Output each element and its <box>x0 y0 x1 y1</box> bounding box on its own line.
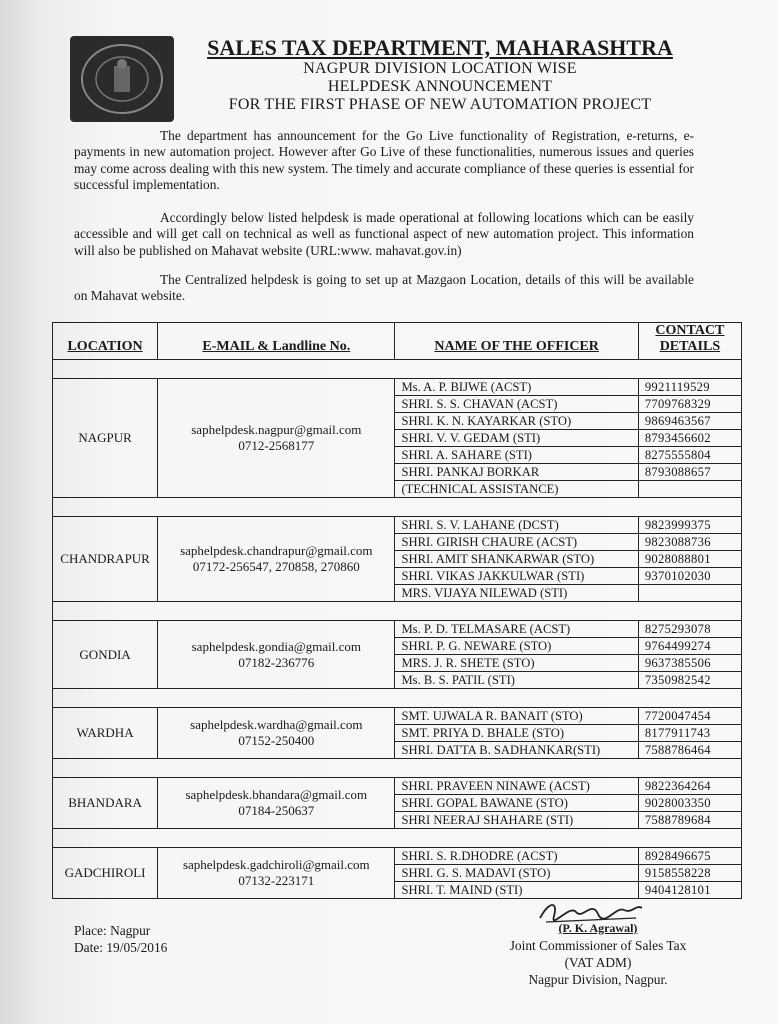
contact-number-cell: 9822364264 <box>638 778 741 795</box>
location-cell: BHANDARA <box>53 778 158 829</box>
header-contact: CONTACT DETAILS <box>638 323 741 360</box>
department-seal-icon <box>70 36 174 122</box>
contact-number-cell <box>638 481 741 498</box>
helpdesk-email: saphelpdesk.chandrapur@gmail.com <box>180 543 373 558</box>
officer-name-cell: SHRI. T. MAIND (STI) <box>395 882 638 899</box>
contact-number-cell: 8275555804 <box>638 447 741 464</box>
contact-number-cell: 7588789684 <box>638 812 741 829</box>
officer-name-cell: SHRI. DATTA B. SADHANKAR(STI) <box>395 742 638 759</box>
officer-name-cell: SHRI. G. S. MADAVI (STO) <box>395 865 638 882</box>
contact-number-cell: 7709768329 <box>638 396 741 413</box>
helpdesk-email: saphelpdesk.bhandara@gmail.com <box>185 787 368 802</box>
location-cell: NAGPUR <box>53 379 158 498</box>
helpdesk-email: saphelpdesk.gadchiroli@gmail.com <box>182 857 370 872</box>
email-landline-cell <box>158 517 395 602</box>
helpdesk-table <box>52 322 742 899</box>
helpdesk-landline: 07172-256547, 270858, 270860 <box>192 559 360 574</box>
footer-place-date <box>74 922 167 956</box>
contact-number-cell: 7350982542 <box>638 672 741 689</box>
group-spacer-row <box>53 360 742 379</box>
header-line-2: HELPDESK ANNOUNCEMENT <box>327 78 553 95</box>
table-row <box>53 848 742 865</box>
contact-number-cell: 9370102030 <box>638 568 741 585</box>
group-spacer-row <box>53 689 742 708</box>
officer-name-cell: Ms. B. S. PATIL (STI) <box>395 672 638 689</box>
place-text: Place: Nagpur <box>74 923 151 938</box>
email-landline-cell <box>158 848 395 899</box>
officer-name-cell: SHRI. PANKAJ BORKAR <box>395 464 638 481</box>
location-cell: GADCHIROLI <box>53 848 158 899</box>
officer-name-cell: SHRI. V. V. GEDAM (STI) <box>395 430 638 447</box>
group-spacer-row <box>53 759 742 778</box>
table-row <box>53 379 742 396</box>
helpdesk-landline: 07152-250400 <box>238 733 315 748</box>
officer-name-cell: SHRI. GOPAL BAWANE (STO) <box>395 795 638 812</box>
designation-line-3: Nagpur Division, Nagpur. <box>528 972 668 987</box>
contact-number-cell: 8793088657 <box>638 464 741 481</box>
location-cell: WARDHA <box>53 708 158 759</box>
contact-number-cell <box>638 585 741 602</box>
table-header-row <box>53 323 742 360</box>
helpdesk-email: saphelpdesk.gondia@gmail.com <box>191 638 361 654</box>
email-landline-cell <box>158 708 395 759</box>
contact-number-cell: 8928496675 <box>638 848 741 865</box>
email-landline-cell <box>158 379 395 498</box>
helpdesk-landline: 0712-2568177 <box>238 438 315 453</box>
table-row <box>53 778 742 795</box>
officer-name-cell: SHRI. K. N. KAYARKAR (STO) <box>395 413 638 430</box>
email-landline-cell <box>158 621 395 689</box>
paragraph-2: Accordingly below listed helpdesk is made operational at following locations which can be easily accessible and will get call on technical as well as functional aspect of new automation project. This information will also be published on Mahavat website (URL:www. mahavat.gov.in) <box>74 210 694 258</box>
helpdesk-landline: 07182-236776 <box>238 654 315 670</box>
document-header <box>180 36 700 114</box>
contact-number-cell: 9921119529 <box>638 379 741 396</box>
officer-name-cell: SHRI. AMIT SHANKARWAR (STO) <box>395 551 638 568</box>
helpdesk-email: saphelpdesk.nagpur@gmail.com <box>191 422 362 437</box>
location-cell: GONDIA <box>53 621 158 689</box>
officer-name-cell: SHRI. S. R.DHODRE (ACST) <box>395 848 638 865</box>
paragraph-1: The department has announcement for the Go Live functionality of Registration, e-returns, e-payments in new automation project. However after Go Live of these functionalities, numerous issues and queries may come across dealing with this new system. The timely and accurate compliance of these queries is essential for successful implementation. <box>74 128 694 193</box>
signatory-name: (P. K. Agrawal) <box>558 921 638 935</box>
contact-number-cell: 9823088736 <box>638 534 741 551</box>
contact-number-cell: 9823999375 <box>638 517 741 534</box>
paragraph-3: The Centralized helpdesk is going to set up at Mazgaon Location, details of this will be available on Mahavat website. <box>74 272 694 304</box>
designation-line-1: Joint Commissioner of Sales Tax <box>509 938 687 953</box>
group-spacer-row <box>53 602 742 621</box>
contact-number-cell: 9764499274 <box>638 638 741 655</box>
officer-name-cell: SHRI. S. V. LAHANE (DCST) <box>395 517 638 534</box>
header-email: E-MAIL & Landline No. <box>158 323 395 360</box>
officer-name-cell: SHRI. S. S. CHAVAN (ACST) <box>395 396 638 413</box>
contact-number-cell: 9404128101 <box>638 882 741 899</box>
department-title: SALES TAX DEPARTMENT, MAHARASHTRA <box>207 35 673 60</box>
officer-name-cell: (TECHNICAL ASSISTANCE) <box>395 481 638 498</box>
group-spacer-row <box>53 829 742 848</box>
location-cell: CHANDRAPUR <box>53 517 158 602</box>
contact-number-cell: 7588786464 <box>638 742 741 759</box>
designation-line-2: (VAT ADM) <box>564 955 632 970</box>
header-line-1: NAGPUR DIVISION LOCATION WISE <box>303 60 577 77</box>
contact-number-cell: 9637385506 <box>638 655 741 672</box>
contact-number-cell: 9869463567 <box>638 413 741 430</box>
helpdesk-landline: 07132-223171 <box>238 873 315 888</box>
group-spacer-row <box>53 498 742 517</box>
officer-name-cell: SHRI. A. SAHARE (STI) <box>395 447 638 464</box>
officer-name-cell: SMT. UJWALA R. BANAIT (STO) <box>395 708 638 725</box>
helpdesk-email: saphelpdesk.wardha@gmail.com <box>190 717 363 732</box>
officer-name-cell: Ms. P. D. TELMASARE (ACST) <box>395 621 638 638</box>
helpdesk-landline: 07184-250637 <box>238 803 315 818</box>
contact-number-cell: 8793456602 <box>638 430 741 447</box>
officer-name-cell: SHRI. GIRISH CHAURE (ACST) <box>395 534 638 551</box>
table-row <box>53 708 742 725</box>
officer-name-cell: SHRI. PRAVEEN NINAWE (ACST) <box>395 778 638 795</box>
officer-name-cell: SHRI NEERAJ SHAHARE (STI) <box>395 812 638 829</box>
email-landline-cell <box>158 778 395 829</box>
contact-number-cell: 9158558228 <box>638 865 741 882</box>
officer-name-cell: MRS. J. R. SHETE (STO) <box>395 655 638 672</box>
officer-name-cell: MRS. VIJAYA NILEWAD (STI) <box>395 585 638 602</box>
contact-number-cell: 8275293078 <box>638 621 741 638</box>
header-line-3: FOR THE FIRST PHASE OF NEW AUTOMATION PROJECT <box>228 96 652 113</box>
date-text: Date: 19/05/2016 <box>74 940 168 955</box>
table-row <box>53 517 742 534</box>
header-location: LOCATION <box>53 323 158 360</box>
header-officer: NAME OF THE OFFICER <box>395 323 638 360</box>
contact-number-cell: 9028088801 <box>638 551 741 568</box>
contact-number-cell: 7720047454 <box>638 708 741 725</box>
officer-name-cell: Ms. A. P. BIJWE (ACST) <box>395 379 638 396</box>
officer-name-cell: SHRI. VIKAS JAKKULWAR (STI) <box>395 568 638 585</box>
officer-name-cell: SMT. PRIYA D. BHALE (STO) <box>395 725 638 742</box>
contact-number-cell: 8177911743 <box>638 725 741 742</box>
table-row <box>53 621 742 638</box>
signatory-block <box>498 920 698 988</box>
contact-number-cell: 9028003350 <box>638 795 741 812</box>
officer-name-cell: SHRI. P. G. NEWARE (STO) <box>395 638 638 655</box>
